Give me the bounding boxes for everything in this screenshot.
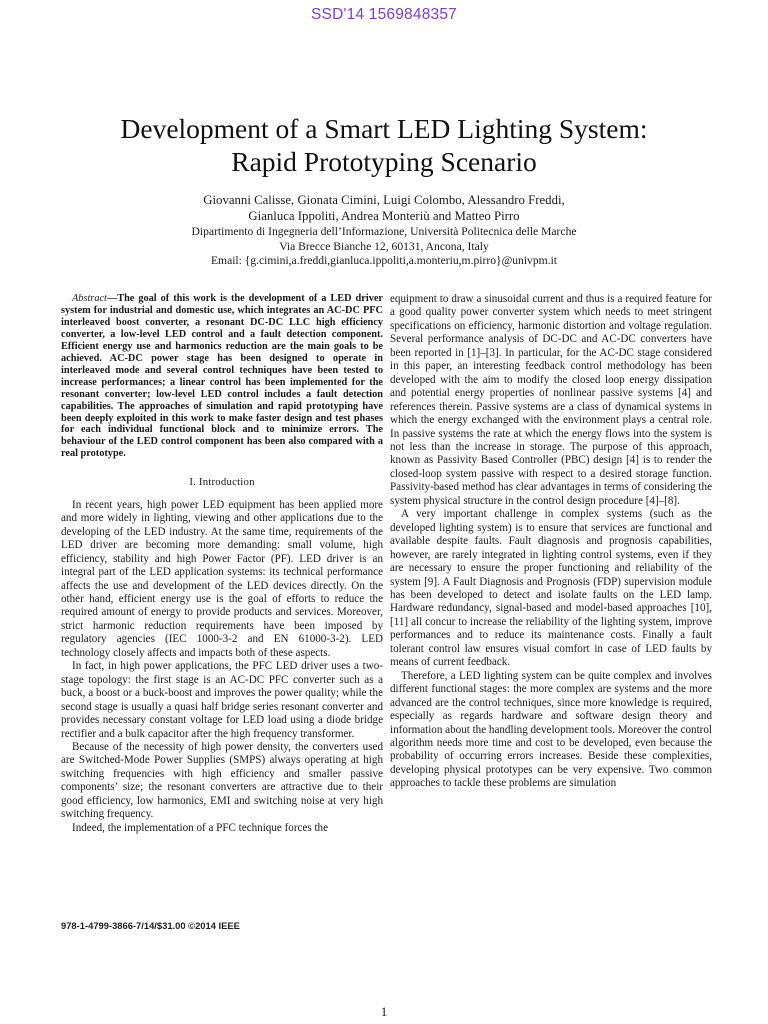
authors-line-2: Gianluca Ippoliti, Andrea Monteriù and Matteo Pirro (248, 209, 520, 224)
left-column (61, 293, 383, 835)
author-block (60, 192, 708, 269)
title-line-2: Rapid Prototyping Scenario (231, 146, 537, 177)
paragraph: Because of the necessity of high power density, the converters used are Switched-Mode Power Supplies (SMPS) always operating at high switching frequencies with high efficiency and smaller passive components’ size; the resonant converters are attractive due to their good efficiency, low harmonics, EMI and switching noise at very high switching frequency. (61, 740, 383, 821)
right-column (390, 293, 712, 791)
authors-line-1: Giovanni Calisse, Gionata Cimini, Luigi Colombo, Alessandro Freddi, (203, 193, 565, 207)
abstract-text: —The goal of this work is the development of a LED driver system for industrial and domestic use, which integrates an AC-DC PFC interleaved boost converter, a resonant DC-DC LLC high efficiency converter, a low-level LED control and a fault detection component. Efficient energy use and harmonics reduction are the main goals to be achieved. AC-DC power stage has been designed to operate in interleaved mode and several control techniques have been tested to increase performances; a linear control has been implemented for the resonant converter; low-level LED control includes a fault detection capabilities. The approaches of simulation and rapid prototyping have been deeply exploited in this work to make faster design and test phases for each individual functional block and to minimize errors. The behaviour of the LED control component has been also compared with a real prototype. (61, 293, 383, 460)
paragraph: Indeed, the implementation of a PFC technique forces the (72, 821, 329, 834)
paragraph: In fact, in high power applications, the PFC LED driver uses a two-stage topology: the first stage is an AC-DC PFC converter such as a buck, a boost or a buck-boost and improves the power quality; while the second stage is usually a quasi half bridge series resonant converter and provides necessary constant voltage for LED load using a diode bridge rectifier and a bulk capacitor after the high frequency transformer. (61, 660, 383, 740)
paragraph: Therefore, a LED lighting system can be quite complex and involves different functional stages: the more complex are systems and the more advanced are the control techniques, since more knowledge is required, especially as regards hardware and software design theory and information about the handling development tools. Moreover the control algorithm needs more time and cost to be developed, even because the probability of occurring errors increases. Beside these complexities, developing physical prototypes can be very expensive. Two common approaches to tackle these problems are simulation (390, 669, 712, 790)
paragraph: equipment to draw a sinusoidal current and thus is a required feature for a good quality power converter system which needs to meet stringent specifications on efficiency, harmonic distortion and voltage regulation. Several performance analysis of DC-DC and AC-DC converters have been reported in [1]–[3]. In particular, for the AC-DC stage considered in this paper, an interesting feedback control methodology has been developed with the aim to modify the closed loop energy dissipation and potential energy properties of nonlinear passive systems [4] and references therein. Passive systems are a class of dynamical systems in which the energy exchanged with the environment plays a central role. In passive systems the rate at which the energy flows into the system is not less than the increase in storage. The purpose of this approach, known as Passivity Based Controller (PBC) design [4] is to render the closed-loop system passive with respect to a desired storage function. Passivity-based method has clear advantages in terms of considering the system physical structure in the control design procedure [4]–[8]. (390, 293, 712, 507)
abstract-lead: Abstract (72, 293, 107, 304)
affiliation-line-2: Via Brecce Bianche 12, 60131, Ancona, Italy (279, 239, 489, 253)
paper-title (60, 112, 708, 178)
author-email: Email: {g.cimini,a.freddi,gianluca.ippoliti,a.monteriu,m.pirro}@univpm.it (210, 254, 558, 268)
paragraph: In recent years, high power LED equipment has been applied more and more widely in lighting, viewing and other applications due to the developing of the LED industry. At the same time, requirements of the LED driver are becoming more demanding: small volume, high efficiency, stability and high Power Factor (PF). LED driver is an integral part of the LED application systems: its technical performance affects the use and development of the LED devices directly. On the other hand, efficient energy use is the goal of efforts to reduce the required amount of energy to provide products and services. Moreover, strict harmonic reduction requirements have been imposed by regulatory agencies (IEC 1000-3-2 and EN 61000-3-2). LED technology closely affects and impacts both of these aspects. (61, 498, 383, 659)
conference-tag: SSD'14 1569848357 (311, 6, 457, 23)
copyright-footer: 978-1-4799-3866-7/14/$31.00 ©2014 IEEE (61, 920, 240, 931)
title-line-1: Development of a Smart LED Lighting System: (120, 113, 648, 144)
section-heading-introduction: I. Introduction (189, 476, 255, 489)
abstract (61, 293, 383, 460)
page-number: 1 (380, 1004, 388, 1019)
paragraph: A very important challenge in complex systems (such as the developed lighting system) is to ensure that services are functional and available despite faults. Fault diagnosis and prognosis capabilities, however, are rarely integrated in lighting control systems, even if they are necessary to ensure the proper functioning and reliability of the system [9]. A Fault Diagnosis and Prognosis (FDP) supervision module has been developed to detect and isolate faults on the LED lamp. Hardware redundancy, signal-based and model-based approaches [10], [11] all concur to increase the reliability of the lighting system, improve performances and to reduce its maintenance costs. Finally a fault tolerant control law ensures visual comfort in case of LED faults by means of current feedback. (390, 508, 712, 669)
affiliation-line-1: Dipartimento di Ingegneria dell’Informazione, Università Politecnica delle Marche (191, 224, 577, 238)
